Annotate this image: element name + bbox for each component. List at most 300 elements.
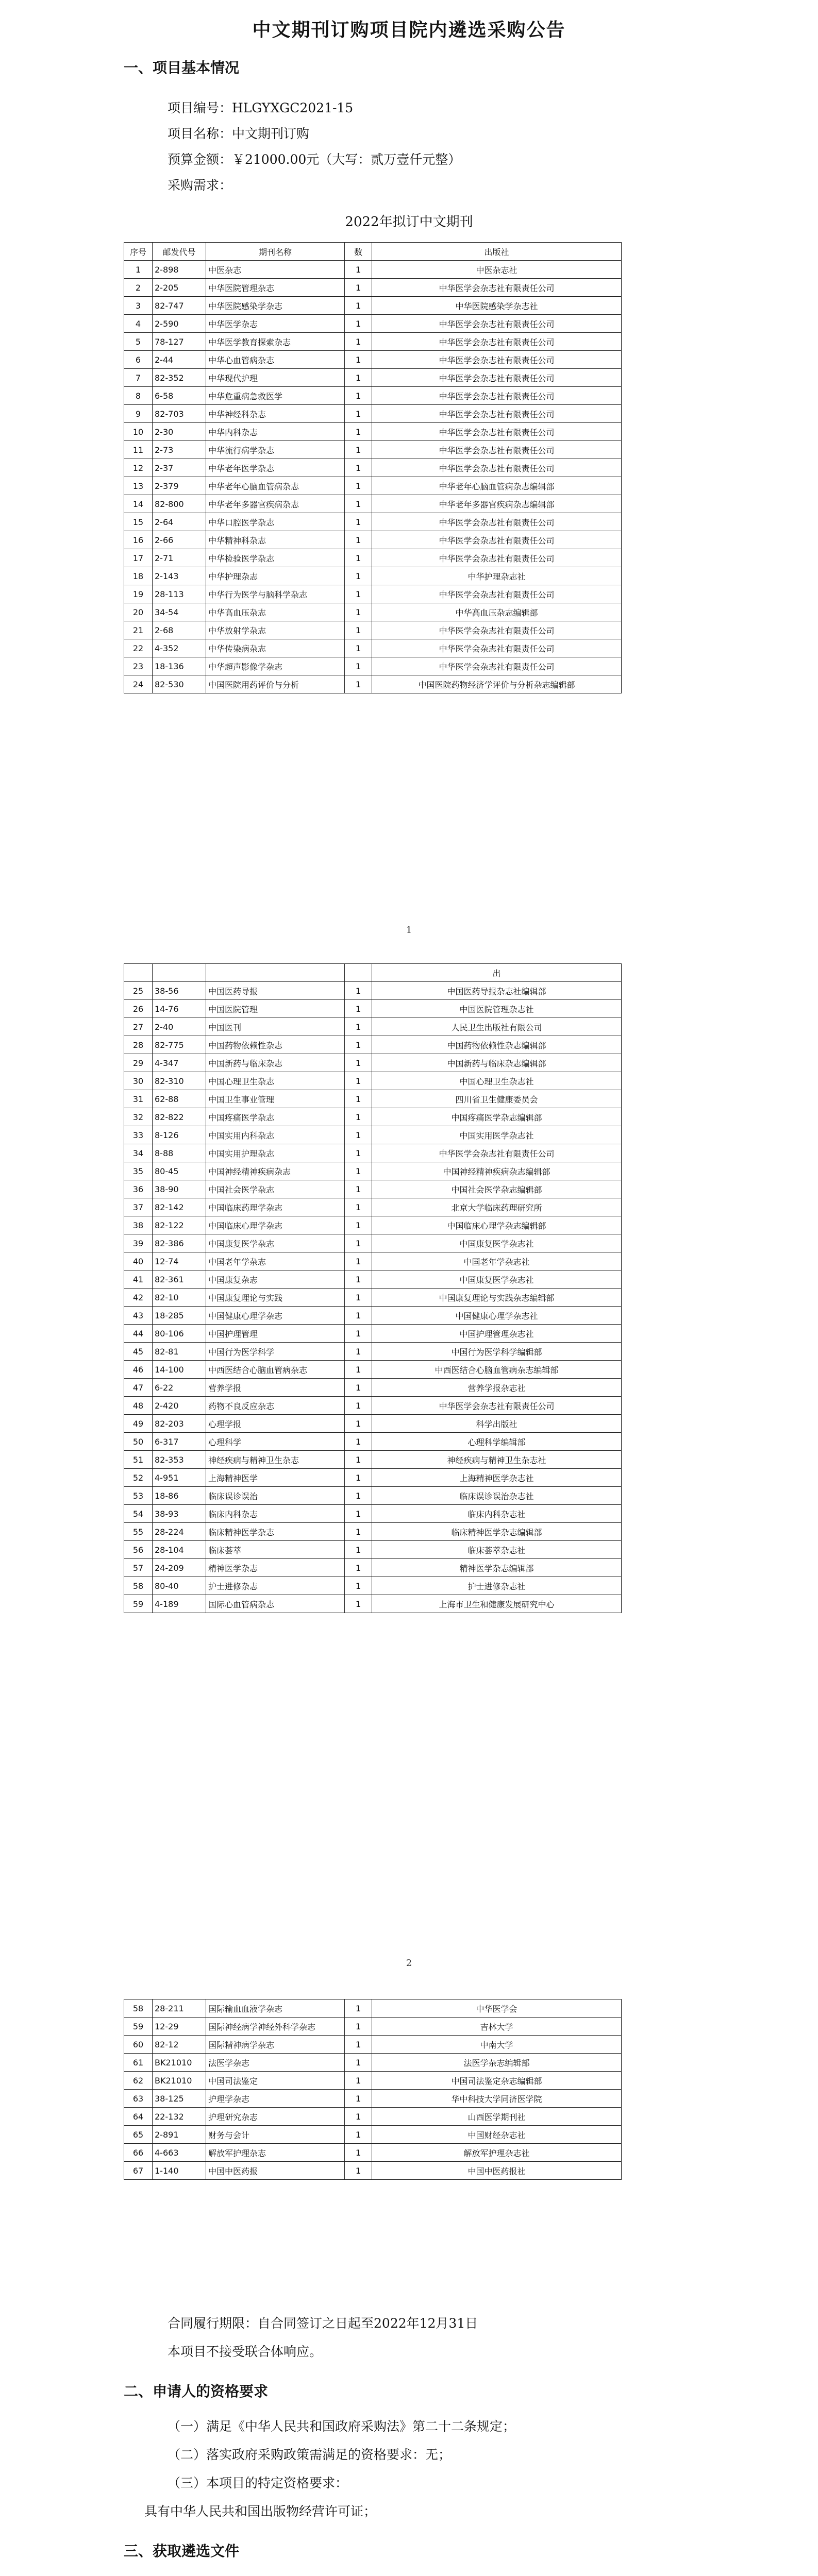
row-publisher: 解放军护理杂志社	[372, 2144, 622, 2162]
table-row	[124, 387, 622, 405]
row-periodical-name: 中国卫生事业管理	[206, 1090, 345, 1108]
row-publisher: 中华高血压杂志编辑部	[372, 603, 622, 621]
row-code: 82-353	[153, 1451, 206, 1469]
row-quantity: 1	[345, 2036, 372, 2054]
row-code: 82-747	[153, 297, 206, 315]
qualification-1: （一）满足《中华人民共和国政府采购法》第二十二条规定；	[168, 2419, 516, 2434]
row-quantity: 1	[345, 657, 372, 675]
row-quantity: 1	[345, 1523, 372, 1541]
row-code: 12-74	[153, 1252, 206, 1270]
row-periodical-name: 中华行为医学与脑科学杂志	[206, 585, 345, 603]
row-periodical-name: 中国药物依赖性杂志	[206, 1036, 345, 1054]
row-periodical-name: 中华内科杂志	[206, 423, 345, 441]
table-caption: 2022年拟订中文期刊	[345, 214, 473, 230]
table-row	[124, 1577, 622, 1595]
row-periodical-name: 中国医刊	[206, 1018, 345, 1036]
row-publisher: 中国心理卫生杂志社	[372, 1072, 622, 1090]
table-row	[124, 567, 622, 585]
row-code: 8-88	[153, 1144, 206, 1162]
table-row	[124, 1595, 622, 1613]
row-index: 8	[124, 387, 153, 405]
row-publisher: 临床内科杂志社	[372, 1505, 622, 1523]
row-publisher: 心理科学编辑部	[372, 1433, 622, 1451]
row-periodical-name: 中华心血管病杂志	[206, 351, 345, 369]
table-row	[124, 351, 622, 369]
row-periodical-name: 中华超声影像学杂志	[206, 657, 345, 675]
row-quantity: 1	[345, 1036, 372, 1054]
row-quantity: 1	[345, 1144, 372, 1162]
row-quantity: 1	[345, 513, 372, 531]
row-periodical-name: 中华老年医学杂志	[206, 459, 345, 477]
row-quantity: 1	[345, 1216, 372, 1234]
row-index: 21	[124, 621, 153, 639]
row-periodical-name: 中西医结合心脑血管病杂志	[206, 1361, 345, 1379]
row-periodical-name: 中华医院感染学杂志	[206, 297, 345, 315]
table-row	[124, 2144, 622, 2162]
table-row	[124, 1072, 622, 1090]
row-index: 55	[124, 1523, 153, 1541]
row-publisher: 中华医学会杂志社有限责任公司	[372, 351, 622, 369]
row-code: 78-127	[153, 333, 206, 351]
row-periodical-name: 中国神经精神疾病杂志	[206, 1162, 345, 1180]
table-row	[124, 1036, 622, 1054]
row-code: 24-209	[153, 1559, 206, 1577]
row-publisher: 中华医学会杂志社有限责任公司	[372, 1397, 622, 1415]
table-row	[124, 1487, 622, 1505]
table-row	[124, 1325, 622, 1343]
row-periodical-name: 临床误诊误治	[206, 1487, 345, 1505]
row-index: 31	[124, 1090, 153, 1108]
row-publisher: 中国康复医学杂志社	[372, 1234, 622, 1252]
row-quantity: 1	[345, 1487, 372, 1505]
row-publisher: 中华医学会杂志社有限责任公司	[372, 315, 622, 333]
row-publisher: 中国药物依赖性杂志编辑部	[372, 1036, 622, 1054]
row-publisher: 中国老年学杂志社	[372, 1252, 622, 1270]
row-periodical-name: 中国社会医学杂志	[206, 1180, 345, 1198]
row-code: BK21010	[153, 2072, 206, 2090]
row-quantity: 1	[345, 675, 372, 693]
row-quantity: 1	[345, 1595, 372, 1613]
row-quantity: 1	[345, 1433, 372, 1451]
row-publisher: 中华医学会杂志社有限责任公司	[372, 423, 622, 441]
row-code: 82-352	[153, 369, 206, 387]
row-quantity: 1	[345, 477, 372, 495]
row-publisher: 临床误诊误治杂志社	[372, 1487, 622, 1505]
row-index: 58	[124, 1577, 153, 1595]
row-code: 82-310	[153, 1072, 206, 1090]
table-row	[124, 603, 622, 621]
row-code: 82-822	[153, 1108, 206, 1126]
row-periodical-name: 临床精神医学杂志	[206, 1523, 345, 1541]
table-row	[124, 2018, 622, 2036]
row-publisher: 精神医学杂志编辑部	[372, 1559, 622, 1577]
row-code: 4-189	[153, 1595, 206, 1613]
row-index: 64	[124, 2108, 153, 2126]
row-periodical-name: 中华医学教育探索杂志	[206, 333, 345, 351]
row-code: 4-663	[153, 2144, 206, 2162]
row-periodical-name: 解放军护理杂志	[206, 2144, 345, 2162]
row-publisher: 科学出版社	[372, 1415, 622, 1433]
row-periodical-name: 护理研究杂志	[206, 2108, 345, 2126]
row-index: 25	[124, 982, 153, 1000]
row-quantity: 1	[345, 1397, 372, 1415]
row-code: 2-66	[153, 531, 206, 549]
row-code: 4-347	[153, 1054, 206, 1072]
row-index: 20	[124, 603, 153, 621]
row-code: 34-54	[153, 603, 206, 621]
table-row	[124, 1397, 622, 1415]
row-code: 82-10	[153, 1289, 206, 1307]
row-index: 36	[124, 1180, 153, 1198]
row-index: 23	[124, 657, 153, 675]
row-periodical-name: 精神医学杂志	[206, 1559, 345, 1577]
row-quantity: 1	[345, 1325, 372, 1343]
row-quantity: 1	[345, 279, 372, 297]
table-row	[124, 2162, 622, 2180]
row-code: 4-352	[153, 639, 206, 657]
row-index: 40	[124, 1252, 153, 1270]
row-quantity: 1	[345, 982, 372, 1000]
table-row	[124, 2126, 622, 2144]
row-index: 47	[124, 1379, 153, 1397]
table-row	[124, 1289, 622, 1307]
row-code: 82-703	[153, 405, 206, 423]
row-publisher: 中华医学会杂志社有限责任公司	[372, 585, 622, 603]
table-row	[124, 1451, 622, 1469]
table-row	[124, 2072, 622, 2090]
table-row	[124, 639, 622, 657]
table-row	[124, 549, 622, 567]
row-code: 62-88	[153, 1090, 206, 1108]
row-index: 17	[124, 549, 153, 567]
row-quantity: 1	[345, 1072, 372, 1090]
row-periodical-name: 中国康复医学杂志	[206, 1234, 345, 1252]
row-index: 44	[124, 1325, 153, 1343]
table-row	[124, 315, 622, 333]
table-row	[124, 1999, 622, 2018]
row-code: 12-29	[153, 2018, 206, 2036]
row-index: 37	[124, 1198, 153, 1216]
row-periodical-name: 国际输血血液学杂志	[206, 1999, 345, 2018]
row-index: 63	[124, 2090, 153, 2108]
row-quantity: 1	[345, 1343, 372, 1361]
row-code: 2-71	[153, 549, 206, 567]
row-periodical-name: 中国中医药报	[206, 2162, 345, 2180]
table-row	[124, 1343, 622, 1361]
row-index: 4	[124, 315, 153, 333]
row-publisher: 中华医学会杂志社有限责任公司	[372, 459, 622, 477]
row-index: 59	[124, 2018, 153, 2036]
section-heading-3: 三、获取遴选文件	[124, 2543, 240, 2560]
table-row	[124, 1180, 622, 1198]
table-row	[124, 1000, 622, 1018]
row-index: 19	[124, 585, 153, 603]
row-publisher: 中华老年心脑血管病杂志编辑部	[372, 477, 622, 495]
row-index: 12	[124, 459, 153, 477]
row-publisher: 神经疾病与精神卫生杂志社	[372, 1451, 622, 1469]
page-number: 1	[406, 925, 412, 936]
table-row	[124, 423, 622, 441]
row-index: 49	[124, 1415, 153, 1433]
row-publisher: 上海精神医学杂志社	[372, 1469, 622, 1487]
row-periodical-name: 中国临床心理学杂志	[206, 1216, 345, 1234]
row-index: 56	[124, 1541, 153, 1559]
row-index: 67	[124, 2162, 153, 2180]
row-periodical-name: 中国护理管理	[206, 1325, 345, 1343]
header-name: 期刊名称	[206, 243, 345, 261]
row-code: 82-775	[153, 1036, 206, 1054]
row-publisher: 北京大学临床药理研究所	[372, 1198, 622, 1216]
row-quantity: 1	[345, 1577, 372, 1595]
row-periodical-name: 护理学杂志	[206, 2090, 345, 2108]
row-code: 28-104	[153, 1541, 206, 1559]
row-code: 80-106	[153, 1325, 206, 1343]
table-row	[124, 982, 622, 1000]
row-publisher: 中华护理杂志社	[372, 567, 622, 585]
row-periodical-name: 中华放射学杂志	[206, 621, 345, 639]
row-code: 2-379	[153, 477, 206, 495]
row-quantity: 1	[345, 297, 372, 315]
row-quantity: 1	[345, 1018, 372, 1036]
row-code: 2-590	[153, 315, 206, 333]
row-quantity: 1	[345, 369, 372, 387]
table-row	[124, 1379, 622, 1397]
table-row	[124, 585, 622, 603]
row-quantity: 1	[345, 1108, 372, 1126]
table-row	[124, 1054, 622, 1072]
row-quantity: 1	[345, 603, 372, 621]
row-publisher: 中华医学会	[372, 1999, 622, 2018]
row-publisher: 中华医学会杂志社有限责任公司	[372, 369, 622, 387]
row-index: 14	[124, 495, 153, 513]
row-code: 1-140	[153, 2162, 206, 2180]
row-index: 26	[124, 1000, 153, 1018]
row-index: 24	[124, 675, 153, 693]
budget-amount: 预算金额：￥21000.00元（大写：贰万壹仟元整）	[168, 152, 461, 167]
row-quantity: 1	[345, 1234, 372, 1252]
row-periodical-name: 中国医院用药评价与分析	[206, 675, 345, 693]
row-code: 2-420	[153, 1397, 206, 1415]
row-index: 3	[124, 297, 153, 315]
row-quantity: 1	[345, 1270, 372, 1289]
table-row	[124, 1144, 622, 1162]
row-index: 6	[124, 351, 153, 369]
row-publisher: 上海市卫生和健康发展研究中心	[372, 1595, 622, 1613]
row-code: 14-100	[153, 1361, 206, 1379]
row-quantity: 1	[345, 1252, 372, 1270]
row-index: 18	[124, 567, 153, 585]
row-quantity: 1	[345, 1307, 372, 1325]
table-row	[124, 1270, 622, 1289]
table-row	[124, 513, 622, 531]
row-periodical-name: 中国健康心理学杂志	[206, 1307, 345, 1325]
row-index: 65	[124, 2126, 153, 2144]
row-periodical-name: 财务与会计	[206, 2126, 345, 2144]
row-code: BK21010	[153, 2054, 206, 2072]
table-row	[124, 1433, 622, 1451]
row-publisher: 中华医学会杂志社有限责任公司	[372, 621, 622, 639]
row-publisher: 中华老年多器官疾病杂志编辑部	[372, 495, 622, 513]
row-code: 82-386	[153, 1234, 206, 1252]
table-row	[124, 2036, 622, 2054]
row-code: 6-317	[153, 1433, 206, 1451]
table-row	[124, 1216, 622, 1234]
row-periodical-name: 上海精神医学	[206, 1469, 345, 1487]
row-code: 2-64	[153, 513, 206, 531]
doc-title: 中文期刊订购项目院内遴选采购公告	[252, 19, 566, 41]
section-heading-1: 一、项目基本情况	[124, 59, 240, 76]
table-row	[124, 1162, 622, 1180]
row-code: 2-73	[153, 441, 206, 459]
row-quantity: 1	[345, 423, 372, 441]
row-publisher: 中国医院管理杂志社	[372, 1000, 622, 1018]
row-index: 53	[124, 1487, 153, 1505]
row-index: 57	[124, 1559, 153, 1577]
row-publisher: 中国康复理论与实践杂志编辑部	[372, 1289, 622, 1307]
row-quantity: 1	[345, 1126, 372, 1144]
table-header-row	[124, 964, 622, 982]
table-row	[124, 657, 622, 675]
row-publisher: 中华医学会杂志社有限责任公司	[372, 531, 622, 549]
row-periodical-name: 国际心血管病杂志	[206, 1595, 345, 1613]
row-quantity: 1	[345, 2018, 372, 2036]
row-index: 46	[124, 1361, 153, 1379]
table-row	[124, 1523, 622, 1541]
row-periodical-name: 神经疾病与精神卫生杂志	[206, 1451, 345, 1469]
table-row	[124, 1252, 622, 1270]
row-code: 38-90	[153, 1180, 206, 1198]
row-periodical-name: 心理科学	[206, 1433, 345, 1451]
row-code: 2-68	[153, 621, 206, 639]
row-publisher: 中华医学会杂志社有限责任公司	[372, 387, 622, 405]
row-periodical-name: 中国老年学杂志	[206, 1252, 345, 1270]
row-code: 28-211	[153, 1999, 206, 2018]
row-code: 18-136	[153, 657, 206, 675]
row-index: 66	[124, 2144, 153, 2162]
row-quantity: 1	[345, 1541, 372, 1559]
row-periodical-name: 中国康复杂志	[206, 1270, 345, 1289]
row-code: 38-93	[153, 1505, 206, 1523]
row-publisher: 中国新药与临床杂志编辑部	[372, 1054, 622, 1072]
row-publisher: 中国财经杂志社	[372, 2126, 622, 2144]
row-code: 82-142	[153, 1198, 206, 1216]
row-periodical-name: 中华流行病学杂志	[206, 441, 345, 459]
row-index: 22	[124, 639, 153, 657]
row-publisher: 中国临床心理学杂志编辑部	[372, 1216, 622, 1234]
row-periodical-name: 国际神经病学神经外科学杂志	[206, 2018, 345, 2036]
row-code: 82-800	[153, 495, 206, 513]
row-quantity: 1	[345, 441, 372, 459]
table-header-row	[124, 243, 622, 261]
row-code: 6-22	[153, 1379, 206, 1397]
row-code: 2-30	[153, 423, 206, 441]
row-periodical-name: 临床内科杂志	[206, 1505, 345, 1523]
table-row	[124, 1126, 622, 1144]
row-periodical-name: 中华医院管理杂志	[206, 279, 345, 297]
no-consortium-note: 本项目不接受联合体响应。	[168, 2344, 323, 2359]
row-periodical-name: 国际精神病学杂志	[206, 2036, 345, 2054]
row-periodical-name: 药物不良反应杂志	[206, 1397, 345, 1415]
table-row	[124, 279, 622, 297]
row-periodical-name: 中华老年心脑血管病杂志	[206, 477, 345, 495]
row-periodical-name: 中华现代护理	[206, 369, 345, 387]
row-publisher: 中国护理管理杂志社	[372, 1325, 622, 1343]
row-publisher: 四川省卫生健康委员会	[372, 1090, 622, 1108]
row-index: 30	[124, 1072, 153, 1090]
row-code: 38-125	[153, 2090, 206, 2108]
qualification-2: （二）落实政府采购政策需满足的资格要求：无；	[168, 2447, 452, 2462]
qualification-4: 具有中华人民共和国出版物经营许可证；	[144, 2504, 377, 2519]
row-index: 42	[124, 1289, 153, 1307]
periodical-table-page3	[124, 1999, 622, 2180]
row-quantity: 1	[345, 459, 372, 477]
row-periodical-name: 法医学杂志	[206, 2054, 345, 2072]
row-publisher: 中华医学会杂志社有限责任公司	[372, 279, 622, 297]
row-periodical-name: 中华危重病急救医学	[206, 387, 345, 405]
row-quantity: 1	[345, 1090, 372, 1108]
row-periodical-name: 临床荟萃	[206, 1541, 345, 1559]
row-code: 82-530	[153, 675, 206, 693]
table-row	[124, 441, 622, 459]
project-number: 项目编号：HLGYXGC2021-15	[168, 100, 354, 115]
row-publisher: 中国行为医学科学编辑部	[372, 1343, 622, 1361]
row-publisher: 中华医学会杂志社有限责任公司	[372, 639, 622, 657]
row-code: 22-132	[153, 2108, 206, 2126]
row-quantity: 1	[345, 261, 372, 279]
table-row	[124, 405, 622, 423]
row-quantity: 1	[345, 2108, 372, 2126]
row-quantity: 1	[345, 1415, 372, 1433]
row-quantity: 1	[345, 1451, 372, 1469]
table-row	[124, 1559, 622, 1577]
row-publisher: 护士进修杂志社	[372, 1577, 622, 1595]
row-code: 38-56	[153, 982, 206, 1000]
row-index: 58	[124, 1999, 153, 2018]
row-index: 45	[124, 1343, 153, 1361]
table-row	[124, 2054, 622, 2072]
row-code: 2-37	[153, 459, 206, 477]
table-row	[124, 1469, 622, 1487]
row-publisher: 中西医结合心脑血管病杂志编辑部	[372, 1361, 622, 1379]
row-code: 82-12	[153, 2036, 206, 2054]
row-index: 13	[124, 477, 153, 495]
row-code: 18-285	[153, 1307, 206, 1325]
row-publisher: 中华医学会杂志社有限责任公司	[372, 441, 622, 459]
row-publisher: 中国健康心理学杂志社	[372, 1307, 622, 1325]
row-publisher: 中国司法鉴定杂志编辑部	[372, 2072, 622, 2090]
row-periodical-name: 中华神经科杂志	[206, 405, 345, 423]
row-publisher: 中华医学会杂志社有限责任公司	[372, 333, 622, 351]
header-index: 序号	[124, 243, 153, 261]
row-quantity: 1	[345, 2090, 372, 2108]
table-row	[124, 1541, 622, 1559]
row-publisher: 中华医学会杂志社有限责任公司	[372, 549, 622, 567]
row-index: 9	[124, 405, 153, 423]
row-publisher: 山西医学期刊社	[372, 2108, 622, 2126]
row-quantity: 1	[345, 1054, 372, 1072]
row-index: 2	[124, 279, 153, 297]
row-periodical-name: 护士进修杂志	[206, 1577, 345, 1595]
header-publisher: 出版社	[372, 243, 622, 261]
row-publisher: 中国神经精神疾病杂志编辑部	[372, 1162, 622, 1180]
table-row	[124, 369, 622, 387]
row-code: 2-143	[153, 567, 206, 585]
row-quantity: 1	[345, 1198, 372, 1216]
row-publisher: 中华医学会杂志社有限责任公司	[372, 405, 622, 423]
row-index: 1	[124, 261, 153, 279]
row-index: 51	[124, 1451, 153, 1469]
row-quantity: 1	[345, 2072, 372, 2090]
